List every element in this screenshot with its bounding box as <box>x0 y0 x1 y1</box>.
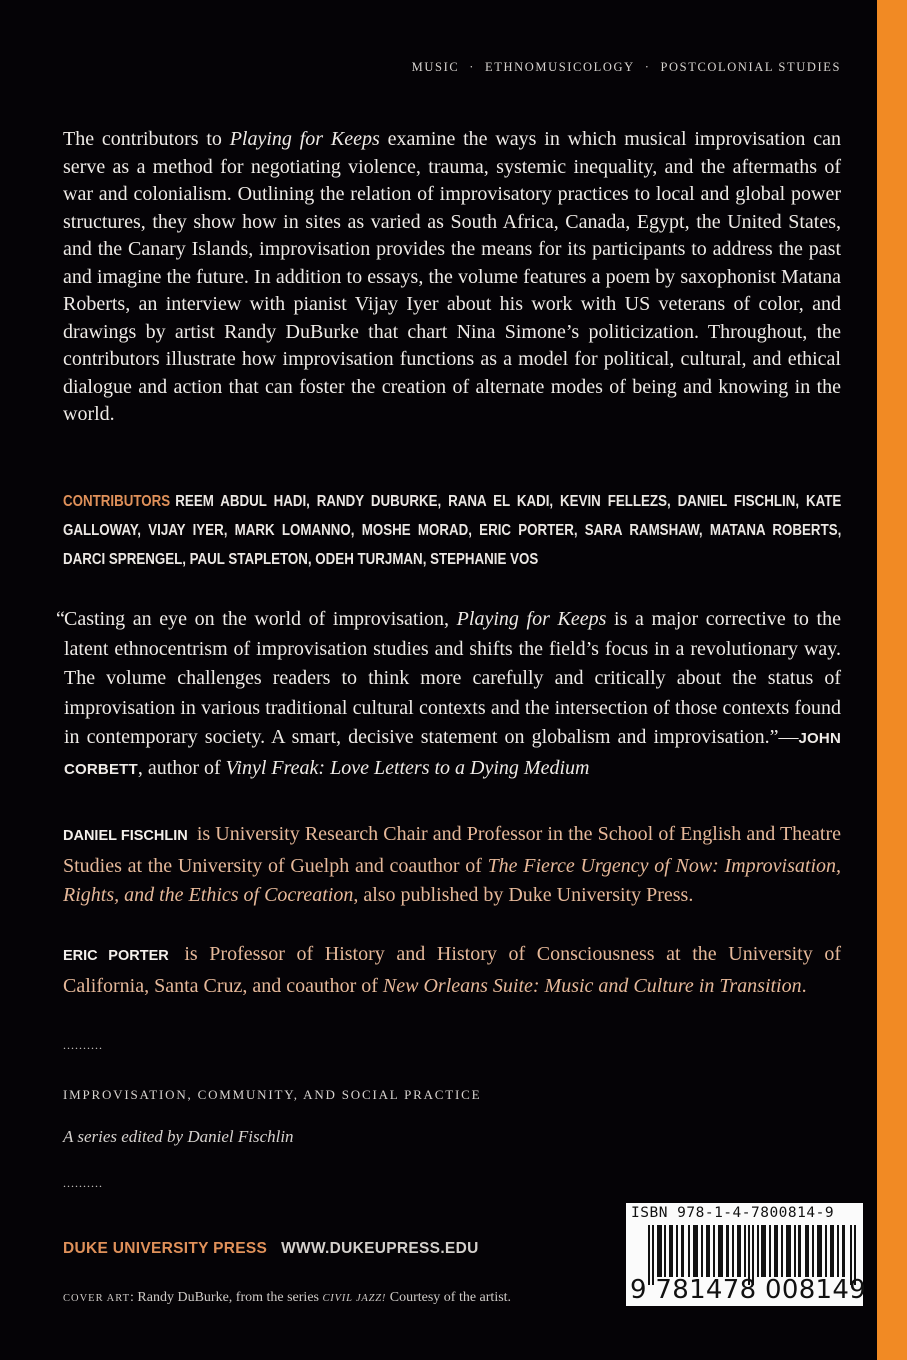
book-description: The contributors to Playing for Keeps examine the ways in which musical improvisation can serve as a method for negotiating violence, trauma, systemic inequality, and the aftermaths of war and colonialism. Outlining the relation of improvisatory practices to local and global power structures, they show how in sites as varied as South Africa, Canada, Egypt, the United States, and the Canary Islands, improvisation provides the means for its participants to address the past and imagine the future. In addition to essays, the volume features a poem by saxophonist Matana Roberts, an interview with pianist Vijay Iyer about his work with US veterans of color, and drawings by artist Randy DuBurke that chart Nina Simone’s politicization. Throughout, the contributors illustrate how improvisation functions as a model for political, cultural, and ethical dialogue and action that can foster the creation of alternate modes of being and knowing in the world. <box>63 128 841 425</box>
endorsement-quote: “ Casting an eye on the world of improvisation, Playing for Keeps is a major corrective to the latent ethnocentrism of improvisation studies and shifts the field’s focus in a revolutionary way. The volume challenges readers to think more carefully and critically about the status of improvisation in various traditional cultural contexts and the intersection of those contexts found in contemporary society. A smart, decisive statement on globalism and improvisation.”—JOHN CORBETT, author of Vinyl Freak: Love Letters to a Dying Medium <box>56 605 841 784</box>
subject-categories: MUSIC · ETHNOMUSICOLOGY · POSTCOLONIAL STUDIES <box>411 60 841 74</box>
barcode-digits: 9 781478 008149 <box>630 1275 867 1305</box>
cover-art-credit: COVER ART: Randy DuBurke, from the series CIVIL JAZZ! Courtesy of the artist. <box>63 1290 512 1305</box>
contributors-list <box>63 487 841 574</box>
isbn-number: ISBN 978-1-4-7800814-9 <box>631 1205 835 1221</box>
endorser-name: JOHN CORBETT <box>64 730 841 778</box>
publisher-name: DUKE UNIVERSITY PRESS <box>63 1240 268 1257</box>
book-title: Playing for Keeps <box>229 128 380 150</box>
endorser-book: Vinyl Freak: Love Letters to a Dying Medium <box>225 756 590 779</box>
series-title: IMPROVISATION, COMMUNITY, AND SOCIAL PRACTICE <box>63 1087 482 1102</box>
contributors-label: CONTRIBUTORS <box>63 493 171 510</box>
subject-ethnomusicology: ETHNOMUSICOLOGY <box>485 60 635 74</box>
editor-bio-fischlin: DANIEL FISCHLIN is University Research Chair and Professor in the School of English and Theatre Studies at the University of Guelph and coauthor of The Fierce Urgency of Now: Improvisation, Rights, and the Ethics of Cocreation, also published by Duke University Press. <box>63 823 842 906</box>
orange-spine-strip <box>877 0 907 1360</box>
publisher-url: WWW.DUKEUPRESS.EDU <box>281 1240 479 1257</box>
series-editor: A series edited by Daniel Fischlin <box>63 1127 294 1146</box>
editor-bio-porter: ERIC PORTER is Professor of History and History of Consciousness at the University of California, Santa Cruz, and coauthor of New Orleans Suite: Music and Culture in Transition. <box>63 943 842 997</box>
subject-music: MUSIC <box>411 60 460 74</box>
subject-postcolonial: POSTCOLONIAL STUDIES <box>660 60 841 74</box>
divider-bottom: .......... <box>63 1176 103 1190</box>
contributors-names: REEM ABDUL HADI, RANDY DUBURKE, RANA EL KADI, KEVIN FELLEZS, DANIEL FISCHLIN, KATE GALLOWAY, VIJAY IYER, MARK LOMANNO, MOSHE MORAD, ERIC PORTER, SARA RAMSHAW, MATANA ROBERTS, DARCI SPRENGEL, PAUL STAPLETON, ODEH TURJMAN, STEPHANIE VOS <box>63 493 842 568</box>
open-quote-mark: “ <box>56 608 65 630</box>
publisher-line <box>63 1240 479 1258</box>
divider-top: .......... <box>63 1038 103 1052</box>
isbn-barcode <box>626 1203 867 1306</box>
